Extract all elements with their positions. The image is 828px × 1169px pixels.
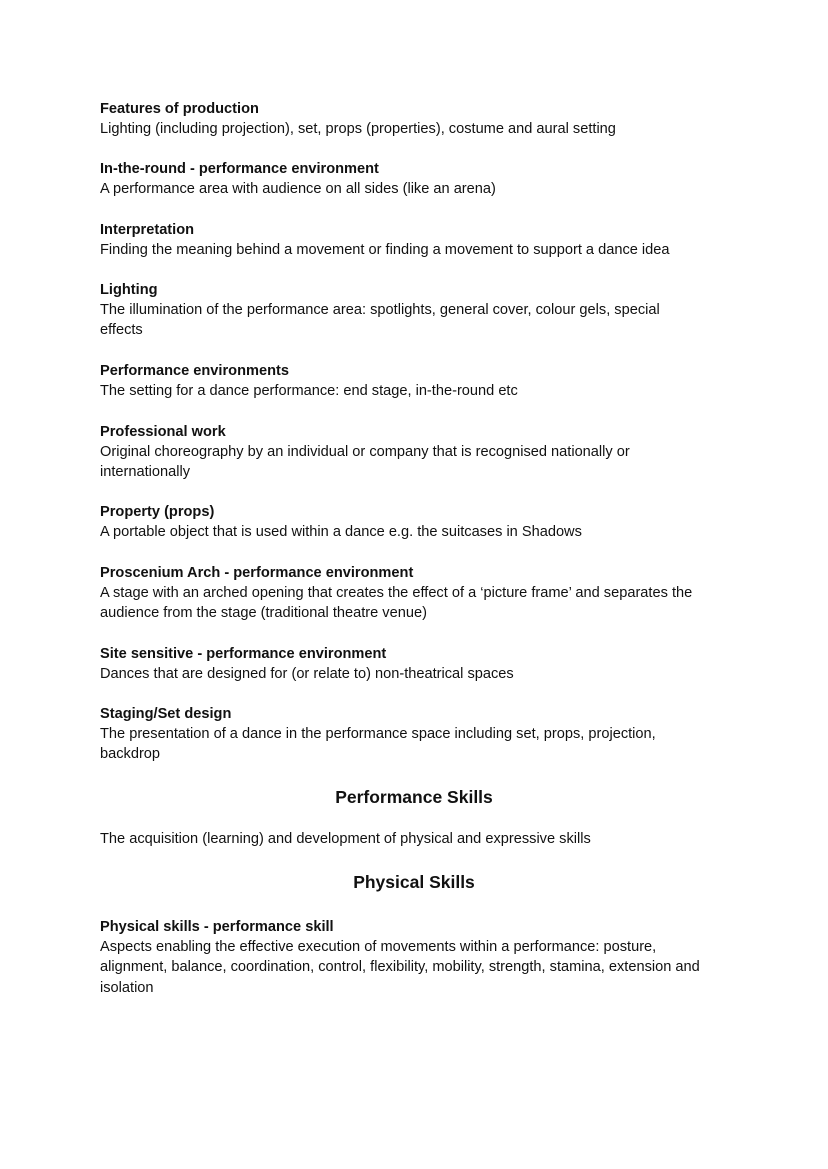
term-title: Staging/Set design <box>100 706 232 722</box>
section-heading-physical-skills: Physical Skills <box>353 872 475 892</box>
term-title: Site sensitive - performance environment <box>100 646 387 662</box>
glossary-entry <box>100 563 740 624</box>
term-definition: The illumination of the performance area: spotlights, general cover, colour gels, special effects <box>100 302 660 339</box>
term-definition: Finding the meaning behind a movement or finding a movement to support a dance idea <box>100 242 670 259</box>
term-title: Professional work <box>100 424 226 440</box>
term-title: In-the-round - performance environment <box>100 161 379 177</box>
term-definition: The presentation of a dance in the performance space including set, props, projection, backdrop <box>100 726 656 763</box>
term-definition: Dances that are designed for (or relate to) non-theatrical spaces <box>100 666 514 683</box>
glossary-entry <box>100 361 740 401</box>
glossary-entry <box>100 159 740 199</box>
glossary-entry <box>100 220 740 260</box>
term-definition: A performance area with audience on all sides (like an arena) <box>100 181 496 198</box>
term-title: Performance environments <box>100 363 289 379</box>
term-title: Lighting <box>100 282 158 298</box>
glossary-entry <box>100 644 740 684</box>
glossary-entry <box>100 502 740 542</box>
term-definition: Original choreography by an individual or company that is recognised nationally or internationally <box>100 444 630 481</box>
term-title: Physical skills - performance skill <box>100 919 334 935</box>
section-intro-text: The acquisition (learning) and development of physical and expressive skills <box>100 831 591 847</box>
glossary-entry <box>100 704 705 765</box>
term-definition: A stage with an arched opening that creates the effect of a ‘picture frame’ and separates the audience from the stage (traditional theatre venue) <box>100 585 693 622</box>
term-title: Property (props) <box>100 504 215 520</box>
term-definition: Lighting (including projection), set, props (properties), costume and aural setting <box>100 121 616 138</box>
term-definition: The setting for a dance performance: end stage, in-the-round etc <box>100 383 518 400</box>
term-title: Interpretation <box>100 222 195 238</box>
term-definition: Aspects enabling the effective execution of movements within a performance: posture, alignment, balance, coordination, control, flexibility, mobility, strength, stamina, extension and isolation <box>100 939 700 996</box>
term-definition: A portable object that is used within a dance e.g. the suitcases in Shadows <box>100 524 582 541</box>
term-title: Proscenium Arch - performance environment <box>100 565 414 581</box>
glossary-entry <box>100 99 740 139</box>
glossary-entry <box>100 422 675 483</box>
section-heading-performance-skills: Performance Skills <box>335 787 493 807</box>
glossary-entry <box>100 917 725 998</box>
term-title: Features of production <box>100 101 259 117</box>
glossary-entry <box>100 280 700 341</box>
